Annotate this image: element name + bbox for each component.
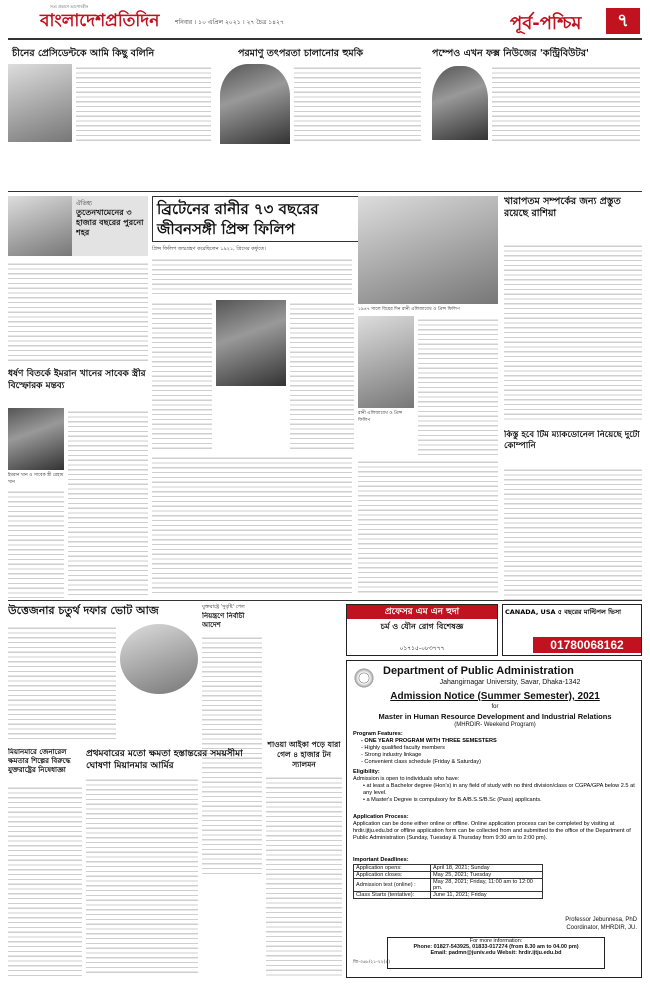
body-text [8, 784, 82, 976]
feature-text: Highly qualified faculty members [364, 745, 445, 751]
imran-photo [8, 408, 64, 470]
lead-col-2 [290, 300, 354, 450]
ad-ref: জি-৩৬৮/২১-২২(৪) [353, 960, 390, 965]
body-text [294, 64, 421, 142]
bottom-story-myanmar-2 [86, 748, 262, 978]
queen-photo [216, 300, 286, 386]
deadlines-title: Important Deadlines: [353, 857, 409, 863]
section-title: পূর্ব-পশ্চিম [510, 13, 582, 34]
deadlines-table [353, 864, 543, 899]
body-text-2 [8, 488, 64, 598]
headline: ধর্ষণ বিতর্কে ইমরান খানের সাবেক স্ত্রীর বিস্ফোরক মন্তব্য [8, 369, 146, 391]
table-row [354, 879, 543, 892]
info-phone: Phone: 01827-543925, 01833-017274 (from 8.30 am to 04.00 pm) [413, 944, 579, 950]
lead-story [152, 196, 498, 596]
sidebar-story [8, 196, 148, 256]
headline: উত্তেজনার চতুর্থ দফার ভোট আজ [8, 604, 159, 617]
university-name: Jahangirnagar University, Savar, Dhaka-1342 [439, 679, 581, 686]
body-text [8, 624, 116, 742]
imran-story [8, 368, 148, 600]
sidebar-body [8, 260, 148, 364]
lead-col-3 [418, 316, 498, 456]
lead-col-1 [152, 300, 212, 450]
table-row [354, 892, 543, 899]
headline: নিয়ন্ত্রণে নির্বাচী আদেশ [202, 612, 245, 629]
visa-phone: 01780068162 [533, 637, 641, 653]
body-text [504, 242, 642, 422]
tutankhamun-city-photo [8, 196, 72, 256]
masthead-logo: বাংলাদেশপ্রতিদিন [40, 11, 160, 31]
masthead-tagline: সত্য প্রকাশে আপোষহীন [50, 4, 89, 9]
ju-seal-icon [353, 667, 375, 689]
imran-photo-caption: ইমরান খান ও সাবেক স্ত্রী রেহাম খান [8, 473, 64, 485]
headline: খারাপতম সম্পর্কের জন্য প্রস্তুত রয়েছে রাশিয়া [504, 196, 621, 219]
doctor-ad [346, 604, 498, 656]
eligibility-title: Eligibility: [353, 769, 380, 775]
dept-title: Department of Public Administration [383, 665, 574, 677]
deadline-label: Application opens: [354, 865, 431, 872]
lead-col-5 [358, 458, 498, 594]
lead-col-4 [152, 454, 352, 594]
body-text [492, 64, 640, 142]
feature-text: Convenient class schedule (Friday & Saturday) [364, 759, 482, 765]
deadline-label: Admission test (online) : [354, 879, 431, 892]
eligibility-item: • at least a Bachelor degree (Hon's) in any field of study with no third division/class or CGPA/GPA below 2.5 at any level. [363, 783, 635, 796]
sidebar-headline: তুতেনখামেনের ৩ হাজার বছরের পুরনো শহর [76, 208, 144, 237]
features-block [353, 731, 637, 766]
deadline-value: May 25, 2021; Tuesday [431, 872, 543, 879]
notice-for: for [491, 704, 499, 710]
doctor-name: প্রফেসর এম এন হুদা [347, 605, 497, 619]
visa-title: CANADA, USA ৫ বছরের মাল্টিপল ভিসা [505, 608, 622, 616]
bottom-story-vote [8, 604, 198, 744]
admission-ad [346, 660, 642, 978]
deadline-label: Application closes: [354, 872, 431, 879]
headline: প্রথমবারের মতো ক্ষমতা হস্তান্তরের সময়সীমা ঘোষণা মিয়ানমার আর্মির [86, 749, 243, 771]
body-text [504, 466, 642, 600]
feature-text: ONE YEAR PROGRAM WITH THREE SEMESTERS [364, 738, 497, 744]
application-title: Application Process: [353, 814, 409, 820]
visa-ad [502, 604, 642, 656]
biden-photo [8, 64, 72, 142]
right-story-1 [504, 196, 642, 424]
application-block [353, 814, 637, 842]
contact-box [387, 937, 605, 969]
lead-byline: প্রিন্স ফিলিপ জন্মগ্রহণ করেছিলেন ১৯২১, গ্রিসের কর্ফুতে। [152, 246, 266, 252]
eligibility-block [353, 769, 637, 804]
doctor-specialty: চর্ম ও যৌন রোগ বিশেষজ্ঞ [380, 622, 464, 631]
feature-item: - ONE YEAR PROGRAM WITH THREE SEMESTERS [361, 738, 497, 744]
body-text [86, 776, 198, 976]
lead-headline: ব্রিটেনের রানীর ৭৩ বছরের জীবনসঙ্গী প্রিন্স ফিলিপ [152, 196, 362, 242]
info-title: For more information: [469, 938, 523, 944]
masthead [0, 0, 650, 44]
top-story-1 [8, 44, 213, 191]
headline: শাওয়া আইকা পড়ে যারা গেল ৪ হাজার টন স্যালমন [267, 740, 341, 769]
signatory-name: Professor Jebunnesa, PhD [565, 917, 637, 923]
eligibility-intro: Admission is open to individuals who have: [353, 776, 460, 782]
masthead-rule [8, 38, 642, 40]
wedding-photo [358, 196, 498, 304]
couple-photo-caption: রানী এলিজাবেথ ও প্রিন্স ফিলিপ [358, 411, 403, 423]
deadline-value: April 18, 2021; Sunday [431, 865, 543, 872]
eligibility-text: a Master's Degree is compulsory for B.A/B.S.S/B.Sc (Pass) applicants. [366, 797, 542, 803]
top-story-2 [218, 44, 423, 191]
couple-photo [358, 316, 414, 408]
table-row [354, 865, 543, 872]
feature-item: - Strong industry linkage [361, 752, 422, 758]
info-email: Email: padmn@juniv.edu Websit: hrdir.ijtju.edu.bd [430, 950, 562, 956]
headline: মিয়ানমারে জেনারেল ক্ষমতার শিল্পের বিরুদ্ধে যুক্তরাষ্ট্রের নিষেধাজ্ঞা [8, 748, 71, 774]
feature-text: Strong industry linkage [364, 752, 422, 758]
mid-rule [8, 600, 642, 601]
headline: কিস্তু হবে টিম ম্যাকডোনেল নিয়েছে দুটো কোম্পানি [504, 430, 640, 451]
deadline-value: June 11, 2021; Friday [431, 892, 543, 899]
deadlines-block [353, 857, 637, 899]
top-story-3 [428, 44, 642, 191]
lead-intro [152, 256, 352, 294]
features-title: Program Features: [353, 731, 403, 737]
bottom-story-us [202, 604, 262, 744]
headline: চীনের প্রেসিডেন্টকে আমি কিছু বলিনি [12, 48, 155, 59]
iran-minister-photo [220, 64, 290, 144]
headline: পম্পেও এখন ফক্স নিউজের 'কন্ট্রিবিউটর' [432, 48, 589, 59]
program-sub: (MHRDIR- Weekend Program) [454, 722, 536, 728]
pompeo-photo [432, 66, 488, 140]
top-row-rule [8, 191, 642, 192]
deadline-value: May 28, 2021; Friday, 11:00 am to 12:00 pm. [431, 879, 543, 892]
body-text [76, 64, 211, 142]
wedding-photo-caption: ১৯৪৭ সালে বিয়ের দিন রানী এলিজাবেথ ও প্রিন্স ফিলিপ [358, 307, 460, 312]
headline: পরমাণু তৎপরতা চালানোর হুমকি [238, 48, 364, 59]
right-story-2 [504, 430, 642, 600]
application-text: Application can be done either online or offline. Online application process can be completed by visiting at hrdir.ijtju.edu.bd or offline application form can be collected from and submitted to the office of the Department of Public Administration (Sunday, Tuesday & Thursday from 9:30 am to 2:00 pm). [353, 821, 631, 841]
program-name: Master in Human Resource Development and Industrial Relations [378, 712, 612, 721]
feature-item: - Convenient class schedule (Friday & Saturday) [361, 759, 482, 765]
bottom-story-myanmar-1 [8, 748, 82, 978]
eligibility-item: • a Master's Degree is compulsory for B.A/B.S.S/B.Sc (Pass) applicants. [363, 797, 542, 803]
date-line: শনিবার । ১০ এপ্রিল ২০২১ । ২৭ চৈত্র ১৪২৭ [175, 19, 284, 26]
kicker: যুক্তরাষ্ট্রে 'সুবৃষ্টি' পেল [202, 604, 245, 610]
feature-item: - Highly qualified faculty members [361, 745, 445, 751]
deadline-label: Class Starts (tentative): [354, 892, 431, 899]
bottom-story-salmon [266, 740, 342, 978]
sidebar-kicker: ঐতিহ্য [76, 200, 92, 207]
eligibility-text: at least a Bachelor degree (Hon's) in any field of study with no third division/class or CGPA/GPA below 2.5 at any level. [363, 783, 635, 796]
notice-title: Admission Notice (Summer Semester), 2021 [390, 691, 600, 702]
table-row [354, 872, 543, 879]
body-text [266, 774, 342, 976]
signatory-title: Coordinator, MHRDIR, JU. [566, 925, 637, 931]
page-number: ৭ [606, 8, 640, 34]
body-text [68, 408, 148, 598]
doctor-phone: ০১৭১৫-০৮৩৭৭৭ [399, 645, 445, 652]
election-photo [120, 624, 198, 694]
